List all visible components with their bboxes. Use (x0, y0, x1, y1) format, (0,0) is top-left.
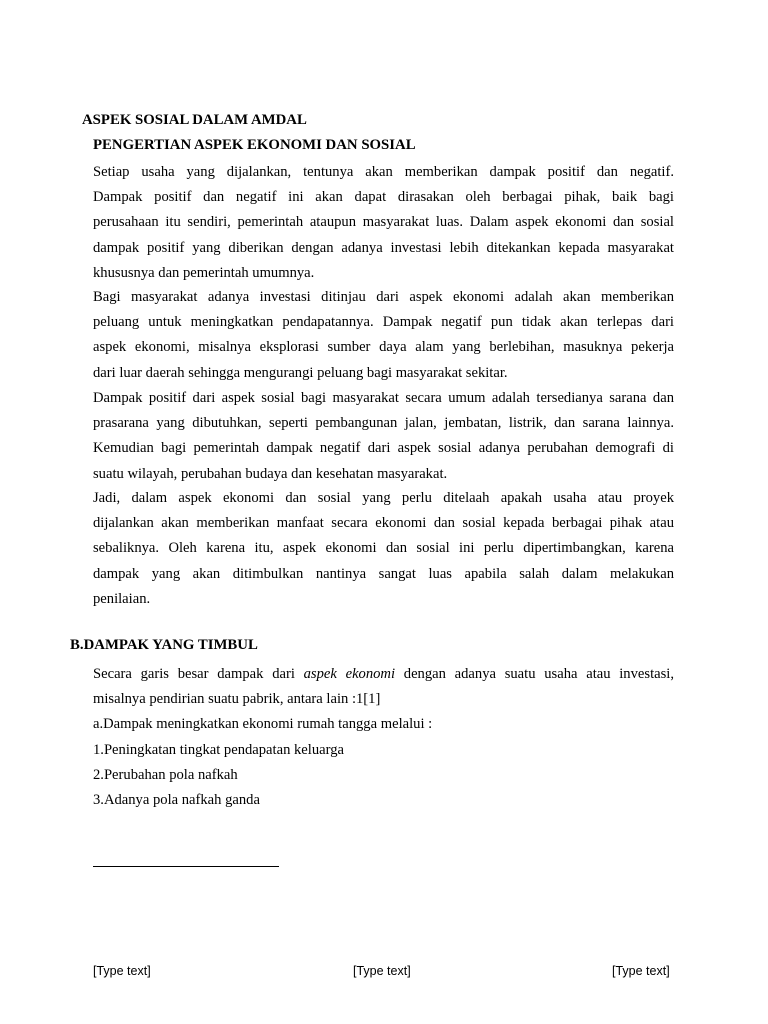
text-run: Secara garis besar dampak dari (93, 666, 304, 682)
section-heading-b: B.DAMPAK YANG TIMBUL (70, 637, 258, 653)
paragraph-line: misalnya pendirian suatu pabrik, antara lain :1[1] (93, 691, 381, 708)
paragraph-line: prasarana yang dibutuhkan, seperti pembangunan jalan, jembatan, listrik, dan sarana lainnya. (93, 415, 674, 432)
section-heading: PENGERTIAN ASPEK EKONOMI DAN SOSIAL (93, 137, 416, 153)
footer-center: [Type text] (353, 964, 411, 978)
text-run: dengan adanya suatu usaha atau investasi, (395, 666, 674, 682)
paragraph-line: penilaian. (93, 590, 151, 607)
paragraph-line (93, 662, 674, 687)
paragraph-line: dari luar daerah sehingga mengurangi peluang bagi masyarakat sekitar. (93, 364, 508, 381)
paragraph-line: khususnya dan pemerintah umumnya. (93, 264, 315, 281)
list-item: 3.Adanya pola nafkah ganda (93, 792, 260, 809)
paragraph-line: dampak yang akan ditimbulkan nantinya sangat luas apabila salah dalam melakukan (93, 565, 674, 582)
paragraph-line: Bagi masyarakat adanya investasi ditinjau dari aspek ekonomi adalah akan memberikan (93, 289, 674, 305)
italic-term: aspek ekonomi (303, 666, 396, 682)
paragraph-line: peluang untuk meningkatkan pendapatannya. Dampak negatif pun tidak akan terlepas dari (93, 314, 674, 331)
paragraph-line: Dampak positif dari aspek sosial bagi masyarakat secara umum adalah tersedianya sarana dan (93, 390, 674, 406)
paragraph-line: Setiap usaha yang dijalankan, tentunya akan memberikan dampak positif dan negatif. (93, 164, 674, 180)
paragraph-line: dijalankan akan memberikan manfaat secara ekonomi dan sosial kepada berbagai pihak atau (93, 515, 674, 532)
paragraph-4 (93, 486, 674, 612)
footer-left: [Type text] (93, 964, 151, 978)
paragraph-line: Jadi, dalam aspek ekonomi dan sosial yang perlu ditelaah apakah usaha atau proyek (93, 490, 674, 506)
paragraph-line: Kemudian bagi pemerintah dampak negatif dari aspek sosial adanya perubahan demografi di (93, 440, 674, 457)
paragraph-line: sebaliknya. Oleh karena itu, aspek ekonomi dan sosial ini perlu dipertimbangkan, karena (93, 540, 674, 557)
list-item: 1.Peningkatan tingkat pendapatan keluarga (93, 741, 344, 758)
paragraph-line: Dampak positif dan negatif ini akan dapat dirasakan oleh berbagai pihak, baik bagi (93, 189, 674, 206)
footnote-separator (93, 866, 279, 867)
list-intro: a.Dampak meningkatkan ekonomi rumah tangga melalui : (93, 716, 433, 733)
paragraph-1 (93, 160, 674, 286)
paragraph-3 (93, 386, 674, 487)
list-item: 2.Perubahan pola nafkah (93, 766, 238, 783)
paragraph-line: aspek ekonomi, misalnya eksplorasi sumber daya alam yang berlebihan, masuknya pekerja (93, 339, 674, 356)
paragraph-line: perusahaan itu sendiri, pemerintah ataupun masyarakat luas. Dalam aspek ekonomi dan sosial (93, 214, 674, 231)
paragraph-5 (93, 662, 674, 813)
paragraph-line: suatu wilayah, perubahan budaya dan kesehatan masyarakat. (93, 465, 448, 482)
footer-right: [Type text] (612, 964, 670, 978)
document-title: ASPEK SOSIAL DALAM AMDAL (82, 112, 307, 128)
paragraph-line: dampak positif yang diberikan dengan adanya investasi lebih ditekankan kepada masyarakat (93, 239, 674, 256)
paragraph-2 (93, 285, 674, 386)
